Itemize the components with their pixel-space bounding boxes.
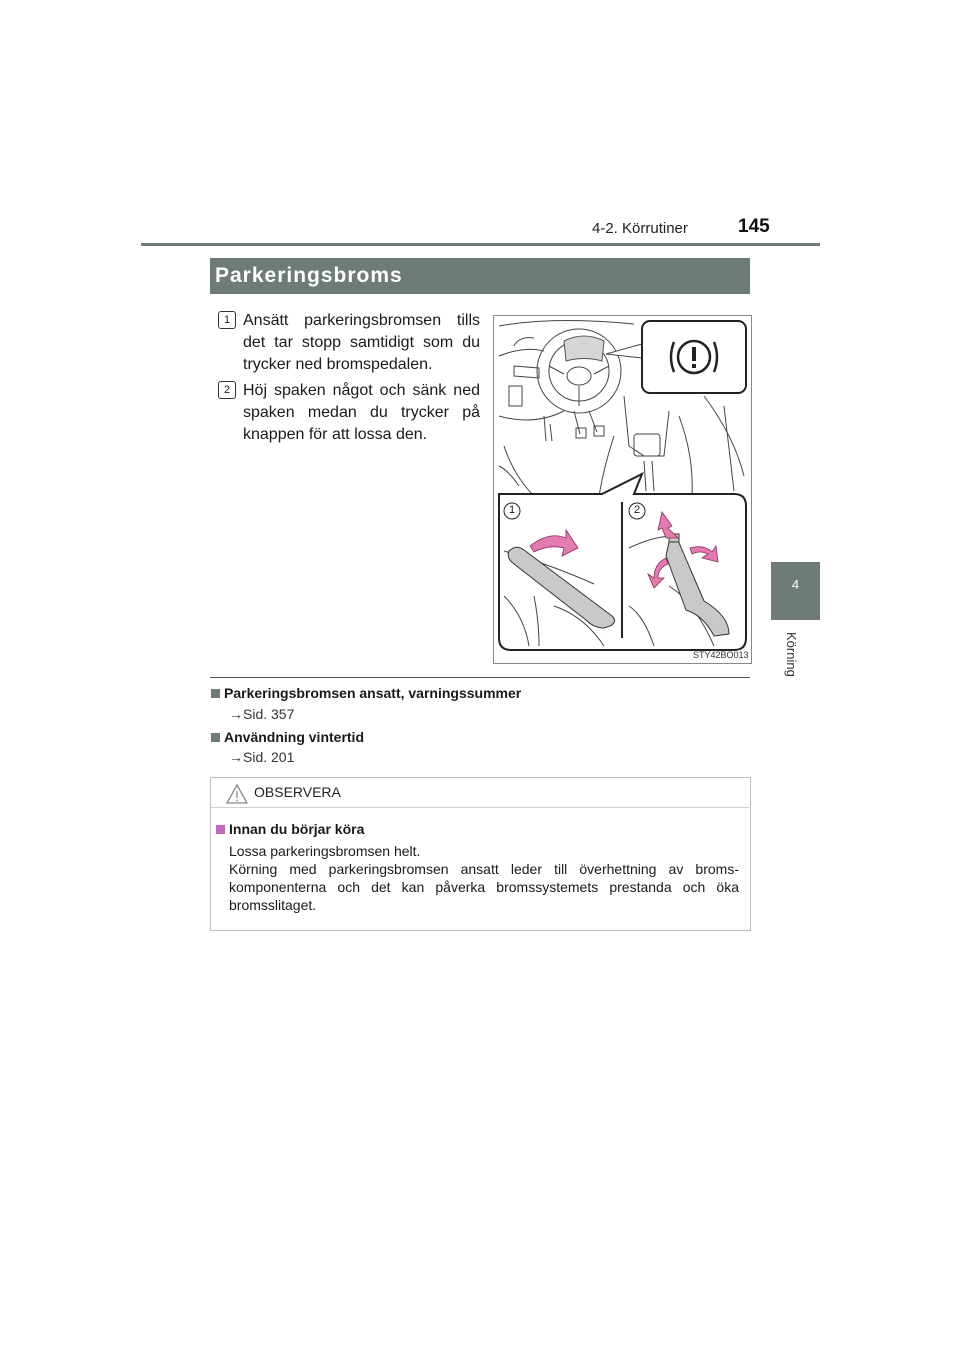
step-1-number: 1	[218, 311, 236, 329]
header-rule	[141, 243, 820, 246]
chapter-label: 4-2. Körrutiner	[592, 220, 688, 237]
caution-body	[229, 842, 739, 914]
note-1-page-ref: →Sid. 357	[229, 706, 295, 722]
note-2-page-ref: →Sid. 201	[229, 749, 295, 765]
warning-triangle-icon	[225, 783, 249, 805]
page-number: 145	[738, 216, 770, 237]
chapter-side-label-text: Körning	[784, 632, 799, 677]
chapter-side-label	[784, 632, 806, 692]
caution-line-1: Lossa parkeringsbromsen helt.	[229, 843, 421, 859]
chapter-side-tab-number: 4	[791, 577, 800, 592]
caution-line-2: Körning med parkeringsbromsen ansatt leder till överhettning av bromskomponenterna och det kan påverka bromssystemets prestanda och öka bromsslitaget.	[229, 861, 739, 913]
callout-2-label: 2	[633, 504, 641, 516]
callout-1-label: 1	[508, 504, 516, 516]
section-title: Parkeringsbroms	[215, 264, 403, 287]
note-2-marker	[211, 733, 220, 742]
step-2-number: 2	[218, 381, 236, 399]
caution-header-rule	[211, 807, 749, 808]
caution-title: Innan du börjar köra	[229, 821, 365, 837]
note-1-title: Parkeringsbromsen ansatt, varningssummer	[224, 685, 522, 701]
note-1-marker	[211, 689, 220, 698]
step-1-text: Ansätt parkeringsbromsen tills det tar stopp samtidigt som du trycker ned bromspedalen.	[243, 312, 480, 373]
illustration-code: STY42BO013	[693, 650, 749, 660]
note-2-title: Användning vintertid	[224, 729, 364, 745]
section-divider	[210, 677, 750, 678]
caution-title-marker	[216, 825, 225, 834]
step-2-text: Höj spaken något och sänk ned spaken medan du trycker på knappen för att lossa den.	[243, 382, 480, 443]
parking-brake-illustration	[493, 315, 752, 664]
caution-heading: OBSERVERA	[254, 784, 341, 800]
